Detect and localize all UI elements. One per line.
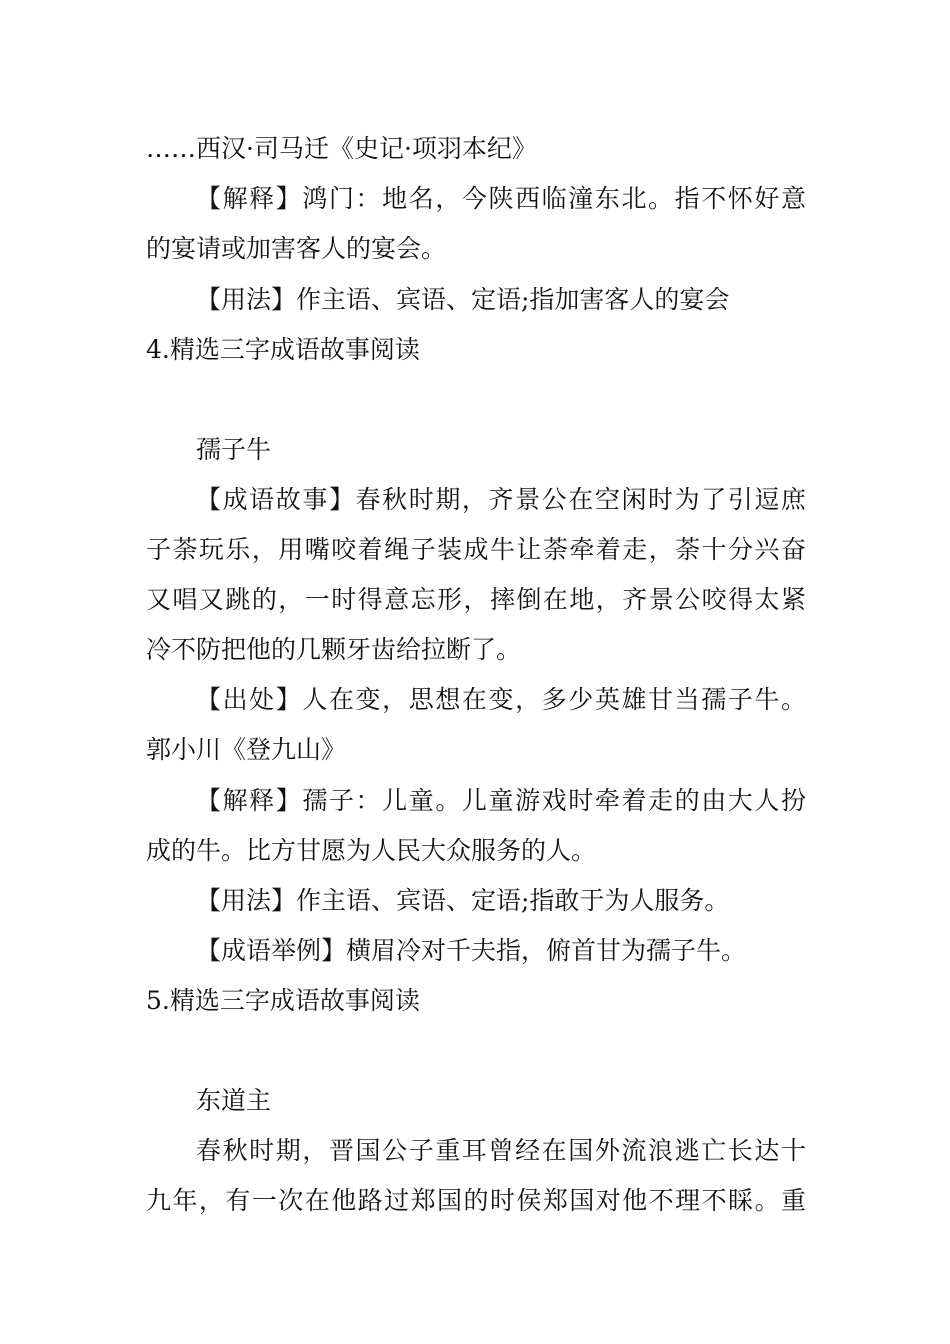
story-line-3: 又唱又跳的，一时得意忘形，摔倒在地，齐景公咬得太紧 <box>146 585 806 614</box>
usage-line: 【用法】作主语、宾语、定语;指加害客人的宴会 <box>196 285 730 314</box>
story-line-2: 子荼玩乐，用嘴咬着绳子装成牛让荼牵着走，荼十分兴奋 <box>146 535 806 564</box>
explanation-line-4: 成的牛。比方甘愿为人民大众服务的人。 <box>146 836 597 865</box>
story-line-1: 【成语故事】春秋时期，齐景公在空闲时为了引逗庶 <box>196 485 806 514</box>
source-line: ……西汉·司马迁《史记·项羽本纪》 <box>146 134 537 163</box>
explanation-line-2: 的宴请或加害客人的宴会。 <box>146 234 447 263</box>
explanation-line-1: 【解释】鸿门：地名，今陕西临潼东北。指不怀好意 <box>196 184 806 213</box>
section-heading-4: 4.精选三字成语故事阅读 <box>146 335 420 364</box>
origin-line-2: 郭小川《登九山》 <box>146 735 347 764</box>
origin-line-1: 【出处】人在变，思想在变，多少英雄甘当孺子牛。 <box>196 685 806 714</box>
story-line-6: 九年，有一次在他路过郑国的时侯郑国对他不理不睬。重 <box>146 1186 806 1215</box>
story-line-4: 冷不防把他的几颗牙齿给拉断了。 <box>146 635 522 664</box>
usage-line-2: 【用法】作主语、宾语、定语;指敢于为人服务。 <box>196 886 730 915</box>
explanation-line-3: 【解释】孺子：儿童。儿童游戏时牵着走的由大人扮 <box>196 786 806 815</box>
idiom-title-ruziniu: 孺子牛 <box>196 435 272 464</box>
example-line: 【成语举例】横眉冷对千夫指，俯首甘为孺子牛。 <box>196 936 747 965</box>
section-heading-5: 5.精选三字成语故事阅读 <box>146 986 420 1015</box>
idiom-title-dongdaozhu: 东道主 <box>196 1086 272 1115</box>
story-line-5: 春秋时期，晋国公子重耳曾经在国外流浪逃亡长达十 <box>196 1136 806 1165</box>
